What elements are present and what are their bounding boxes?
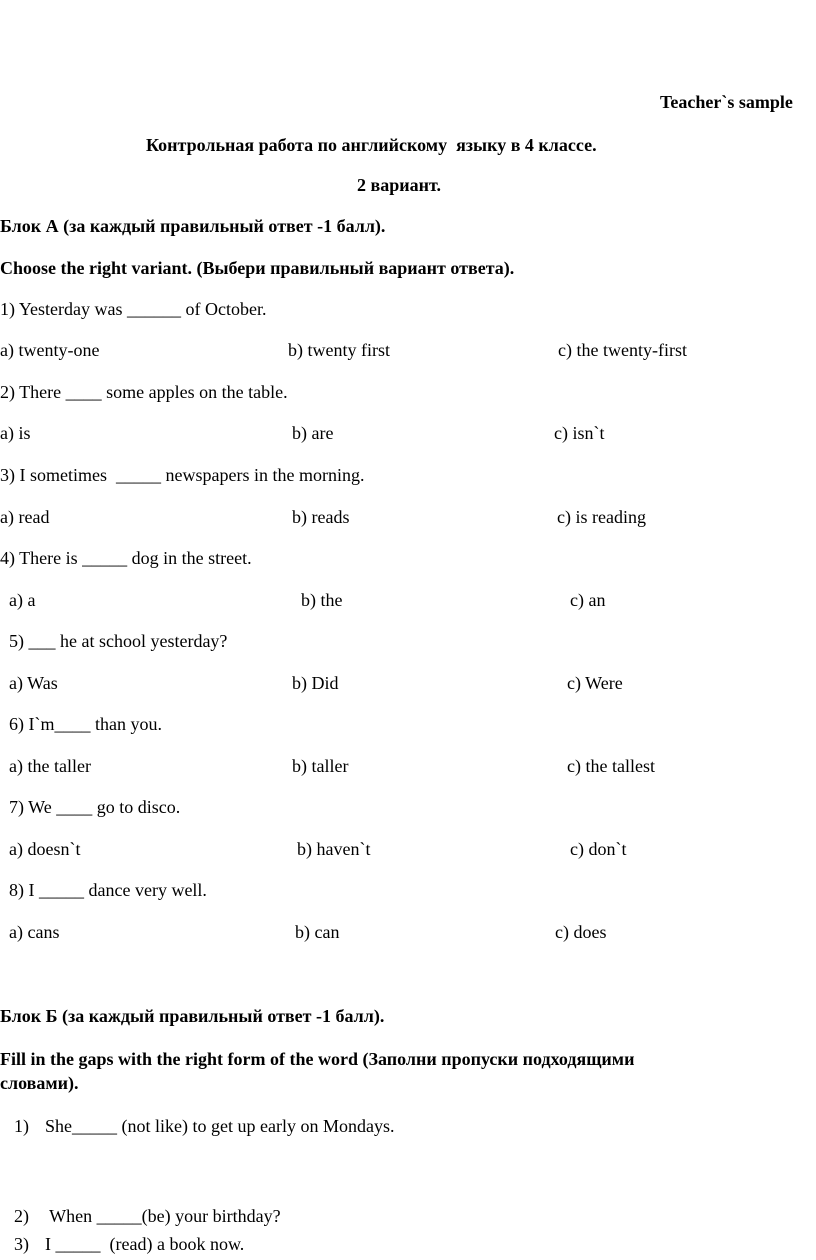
question-6: 6) I`m____ than you. <box>9 714 162 734</box>
question-5: 5) ___ he at school yesterday? <box>9 631 228 651</box>
option-4-b: b) the <box>301 590 343 610</box>
gap-item-2-text: When _____(be) your birthday? <box>45 1206 281 1226</box>
option-7-a: a) doesn`t <box>9 839 81 859</box>
option-3-b: b) reads <box>292 507 350 527</box>
option-2-b: b) are <box>292 423 334 443</box>
sample-label: Teacher`s sample <box>660 92 793 112</box>
block-b-instruction-line2: словами). <box>0 1073 79 1093</box>
block-b-instruction-line1: Fill in the gaps with the right form of the word (Заполни пропуски подходящими <box>0 1049 635 1069</box>
question-1: 1) Yesterday was ______ of October. <box>0 299 267 319</box>
option-7-b: b) haven`t <box>297 839 371 859</box>
gap-item-1-text: She_____ (not like) to get up early on Mondays. <box>45 1116 395 1136</box>
option-3-c: c) is reading <box>557 507 646 527</box>
gap-item-1-number: 1) <box>14 1116 29 1136</box>
option-5-a: a) Was <box>9 673 58 693</box>
option-5-b: b) Did <box>292 673 339 693</box>
block-a-heading: Блок А (за каждый правильный ответ -1 балл). <box>0 216 386 236</box>
block-a-instruction: Choose the right variant. (Выбери правильный вариант ответа). <box>0 258 515 278</box>
option-5-c: c) Were <box>567 673 623 693</box>
option-4-c: c) an <box>570 590 606 610</box>
question-7: 7) We ____ go to disco. <box>9 797 181 817</box>
question-8: 8) I _____ dance very well. <box>9 880 207 900</box>
option-7-c: c) don`t <box>570 839 627 859</box>
gap-item-3-number: 3) <box>14 1234 29 1254</box>
option-1-a: a) twenty-one <box>0 340 100 360</box>
option-1-b: b) twenty first <box>288 340 390 360</box>
option-2-c: c) isn`t <box>554 423 605 443</box>
option-8-c: c) does <box>555 922 607 942</box>
option-6-a: a) the taller <box>9 756 91 776</box>
option-3-a: a) read <box>0 507 50 527</box>
question-4: 4) There is _____ dog in the street. <box>0 548 252 568</box>
option-6-b: b) taller <box>292 756 349 776</box>
option-1-c: c) the twenty-first <box>558 340 687 360</box>
option-6-c: c) the tallest <box>567 756 655 776</box>
gap-item-2-number: 2) <box>14 1206 29 1226</box>
block-b-heading: Блок Б (за каждый правильный ответ -1 балл). <box>0 1006 385 1026</box>
page-title: Контрольная работа по английскому языку в 4 классе. <box>146 135 597 155</box>
gap-item-3-text: I _____ (read) a book now. <box>45 1234 245 1254</box>
option-8-a: a) cans <box>9 922 60 942</box>
variant-label: 2 вариант. <box>357 175 441 195</box>
option-8-b: b) can <box>295 922 340 942</box>
option-4-a: a) a <box>9 590 36 610</box>
option-2-a: a) is <box>0 423 31 443</box>
question-2: 2) There ____ some apples on the table. <box>0 382 288 402</box>
question-3: 3) I sometimes _____ newspapers in the morning. <box>0 465 365 485</box>
